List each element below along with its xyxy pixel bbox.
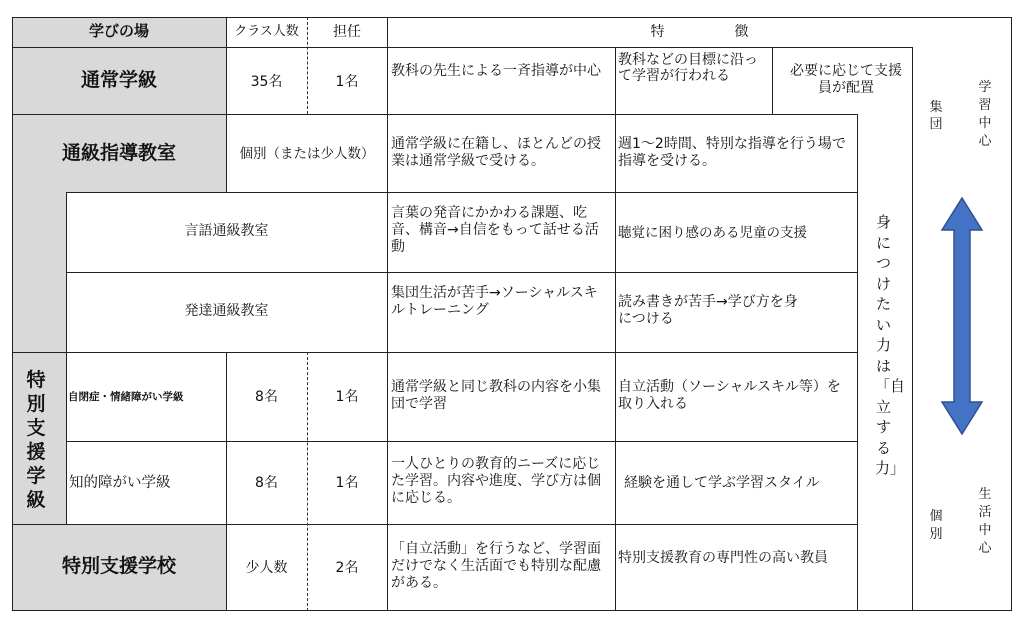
header-teacher: 担任 [333, 24, 361, 40]
group-label: 集団 [929, 100, 943, 132]
gengo-name: 言語通級教室 [184, 223, 269, 239]
hattatsu-name: 発達通級教室 [184, 303, 269, 319]
arrow-shape [942, 198, 982, 434]
goal-vertical-text: 身につけたい力は「自立する力」 [875, 213, 906, 477]
col-line [615, 47, 616, 611]
double-arrow-icon [940, 196, 984, 436]
row-line [12, 47, 912, 48]
intellectual-feature-2: 経験を通して学ぶ学習スタイル [624, 475, 820, 491]
hattatsu-feature-2: 読み書きが苦手→学び方を身につける [618, 294, 798, 327]
col-line [387, 17, 388, 611]
tsukyu-name: 通級指導教室 [61, 142, 176, 164]
regular-feature-1: 教科の先生による一斉指導が中心 [391, 63, 601, 79]
tsukyu-feature-2: 週1～2時間、特別な指導を行う場で指導を受ける。 [618, 136, 846, 169]
regular-feature-2: 教科などの目標に沿って学習が行われる [618, 52, 758, 84]
tsukyu-feature-1: 通常学級に在籍し、ほとんどの授業は通常学級で受ける。 [391, 136, 601, 169]
special-class-label: 特別支援学級 [26, 369, 46, 511]
regular-name: 通常学級 [80, 69, 157, 91]
row-line [12, 114, 857, 115]
intellectual-size: 8名 [255, 475, 278, 491]
header-place: 学びの場 [88, 22, 149, 40]
intellectual-teacher: 1名 [335, 475, 359, 491]
individual-label: 個別 [929, 509, 943, 542]
row-line [66, 441, 857, 442]
row-line [12, 524, 857, 525]
header-features: 特 徴 [650, 24, 749, 40]
autism-name: 自閉症・情緒障がい学級 [68, 391, 184, 403]
col-line [226, 17, 227, 192]
row-line [12, 352, 857, 353]
regular-feature-3: 必要に応じて支援員が配置 [790, 63, 902, 96]
header-class-size: クラス人数 [234, 24, 299, 39]
col-line [66, 192, 67, 524]
intellectual-feature-1: 一人ひとりの教育的ニーズに応じた学習。内容や進度、学び方は個に応じる。 [391, 456, 601, 506]
row-line [66, 192, 857, 193]
autism-size: 8名 [255, 389, 278, 405]
school-size: 少人数 [245, 560, 288, 576]
row-line [66, 272, 857, 273]
hattatsu-feature-1: 集団生活が苦手→ソーシャルスキルトレーニング [391, 285, 598, 318]
school-teacher: 2名 [335, 560, 359, 576]
gengo-feature-1: 言葉の発音にかかわる課題、吃音、構音→自信をもって話せる活動 [391, 205, 599, 255]
life-center-label: 生活中心 [978, 487, 992, 556]
tsukyu-size: 個別（または少人数） [239, 146, 375, 162]
regular-teacher: 1名 [335, 74, 359, 90]
study-center-label: 学習中心 [978, 80, 992, 149]
autism-feature-1: 通常学級と同じ教科の内容を小集団で学習 [391, 379, 601, 412]
intellectual-name: 知的障がい学級 [69, 475, 171, 491]
autism-teacher: 1名 [335, 389, 359, 405]
regular-size: 35名 [250, 74, 283, 90]
gengo-feature-2: 聴覚に困り感のある児童の支援 [618, 225, 807, 241]
school-feature-1: 「自立活動」を行うなど、学習面だけでなく生活面でも特別な配慮がある。 [391, 541, 601, 591]
col-line [772, 47, 773, 114]
autism-feature-2: 自立活動（ソーシャルスキル等）を取り入れる [618, 379, 841, 412]
col-line [857, 114, 858, 611]
school-name: 特別支援学校 [61, 555, 176, 577]
col-line [912, 47, 913, 611]
school-feature-2: 特別支援教育の専門性の高い教員 [618, 550, 828, 566]
